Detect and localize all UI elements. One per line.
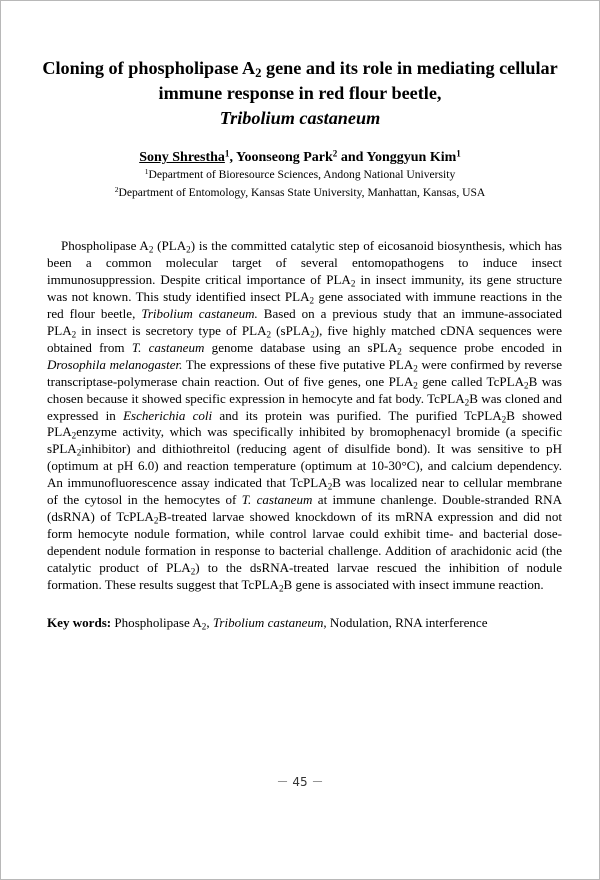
italic-term: T. castaneum bbox=[241, 492, 313, 508]
subscript-digit: 2 bbox=[350, 278, 356, 289]
italic-term: Tribolium castaneum. bbox=[141, 305, 258, 321]
subscript-digit: 2 bbox=[413, 362, 418, 373]
text-run: Based on a previous study that an immune-associated PLA bbox=[47, 305, 562, 338]
text-run: sequence probe encoded in bbox=[401, 339, 562, 355]
title-line-1-part-a: Cloning of phospholipase A bbox=[42, 58, 256, 78]
text-run: ), five highly matched cDNA sequences were obtained from bbox=[47, 322, 562, 355]
text-run: gene called TcPLA bbox=[417, 373, 525, 389]
author-affiliation-mark: 2 bbox=[332, 148, 338, 159]
title-subscript: 2 bbox=[255, 66, 262, 81]
abstract-paragraph bbox=[47, 238, 562, 594]
subscript-digit: 2 bbox=[327, 481, 333, 492]
subscript-digit: 2 bbox=[278, 583, 284, 594]
text-run: (PLA bbox=[153, 238, 187, 253]
title-line-1 bbox=[40, 56, 560, 81]
text-run: B was chosen because it showed specific expression in hemocyte and fat body. TcPLA bbox=[47, 373, 562, 406]
text-run: Phospholipase A bbox=[111, 615, 202, 630]
title-line-3-species: Tribolium castaneum bbox=[219, 108, 381, 128]
author-name: Yoonseong Park bbox=[235, 150, 333, 165]
text-run: ) to the dsRNA-treated larvae rescued the inhibition of nodule formation. These results suggest that TcPLA bbox=[47, 560, 562, 593]
subscript-digit: 2 bbox=[76, 447, 82, 458]
author-name: Sony Shrestha bbox=[139, 150, 225, 165]
text-run: (sPLA bbox=[271, 322, 311, 338]
text-run: were confirmed by reverse transcriptase-polymerase chain reaction. Out of five genes, one PLA bbox=[47, 356, 562, 389]
text-run: at immune chanlenge. Double-stranded RNA (dsRNA) of TcPLA bbox=[47, 492, 562, 525]
keywords-label: Key words: bbox=[47, 615, 112, 630]
author-separator: and bbox=[337, 150, 367, 165]
paper-title bbox=[40, 56, 560, 131]
text-run: in insect is secretory type of PLA bbox=[76, 322, 267, 338]
text-run: B gene is associated with insect immune reaction. bbox=[283, 577, 544, 593]
subscript-digit: 2 bbox=[464, 396, 470, 407]
text-run: Phospholipase A bbox=[61, 238, 149, 253]
subscript-digit: 2 bbox=[148, 244, 154, 255]
subscript-digit: 2 bbox=[201, 621, 207, 632]
subscript-digit: 2 bbox=[153, 515, 159, 526]
subscript-digit: 2 bbox=[413, 379, 418, 390]
subscript-digit: 2 bbox=[310, 329, 315, 340]
text-run: B was cloned and expressed in bbox=[47, 390, 562, 423]
text-run: B-treated larvae showed knockdown of its mRNA expression and did not form hemocyte nodule formation, while control larvae could exhibit time- and bacterial dose-dependent nodule formation in response to bacterial challenge. Addition of arachidonic acid (the catalytic product of PLA bbox=[47, 509, 562, 576]
subscript-digit: 2 bbox=[397, 346, 402, 356]
affiliation-1 bbox=[40, 168, 560, 182]
text-run: B was localized near to cellular membrane of the cytosol in the hemocytes of bbox=[47, 475, 563, 508]
text-run: genome database using an sPLA bbox=[204, 339, 398, 355]
subscript-digit: 2 bbox=[266, 329, 272, 340]
italic-term: T. castaneum bbox=[131, 339, 205, 355]
subscript-digit: 2 bbox=[501, 413, 507, 424]
author-list bbox=[40, 150, 560, 166]
text-run: The expressions of these five putative PLA bbox=[182, 356, 414, 372]
text-run: , bbox=[206, 615, 213, 630]
italic-term: Tribolium castaneum bbox=[212, 615, 324, 630]
subscript-digit: 2 bbox=[190, 566, 196, 577]
text-run: gene associated with immune reactions in the red flour beetle, bbox=[47, 288, 562, 321]
affiliation-2 bbox=[40, 186, 560, 200]
title-line-2: immune response in red flour beetle, bbox=[158, 83, 442, 103]
text-run: enzyme activity, which was specifically inhibited by bromophenacyl bromide (a specific sPLA bbox=[47, 424, 562, 457]
italic-term: Drosophila melanogaster. bbox=[47, 356, 183, 372]
subscript-digit: 2 bbox=[71, 329, 77, 340]
subscript-digit: 2 bbox=[186, 244, 191, 255]
affiliation-mark: 2 bbox=[114, 185, 119, 195]
page-number: － 45 － bbox=[276, 775, 324, 789]
keywords-line bbox=[47, 614, 562, 631]
subscript-digit: 2 bbox=[309, 295, 315, 306]
italic-term: Escherichia coli bbox=[123, 407, 213, 423]
subscript-digit: 2 bbox=[71, 430, 77, 441]
author-name: Yonggyun Kim bbox=[366, 150, 457, 165]
text-run: ) is the committed catalytic step of eicosanoid biosynthesis, which has been a common molecular target of several entomopathogens to induce insect immunosuppression. Despite critical importance of PLA bbox=[47, 238, 562, 287]
title-line-1-part-b: gene and its role in mediating cellular bbox=[261, 58, 558, 78]
author-affiliation-mark: 1 bbox=[224, 148, 230, 159]
author-affiliation-mark: 1 bbox=[456, 148, 461, 159]
affiliation-text: Department of Entomology, Kansas State University, Manhattan, Kansas, USA bbox=[118, 186, 486, 199]
text-run: inhibitor) and dithiothreitol (reducing agent of disulfide bond). It was sensitive to pH (optimum at pH 6.0) and reaction temperature (optimum at 10-30°C), and calcium dependency. An immunofluorescence assay indicated that TcPLA bbox=[47, 441, 562, 491]
text-run: and its protein was purified. The purified TcPLA bbox=[212, 407, 502, 423]
text-run: B showed PLA bbox=[47, 407, 562, 440]
text-run: in insect immunity, its gene structure was not known. This study identified insect PLA bbox=[47, 271, 562, 304]
text-run: , Nodulation, RNA interference bbox=[323, 615, 488, 630]
affiliation-mark: 1 bbox=[144, 167, 149, 177]
affiliation-text: Department of Bioresource Sciences, Andong National University bbox=[148, 168, 456, 181]
author-separator: , bbox=[229, 150, 236, 165]
keywords-list bbox=[111, 615, 487, 630]
subscript-digit: 2 bbox=[524, 379, 529, 390]
